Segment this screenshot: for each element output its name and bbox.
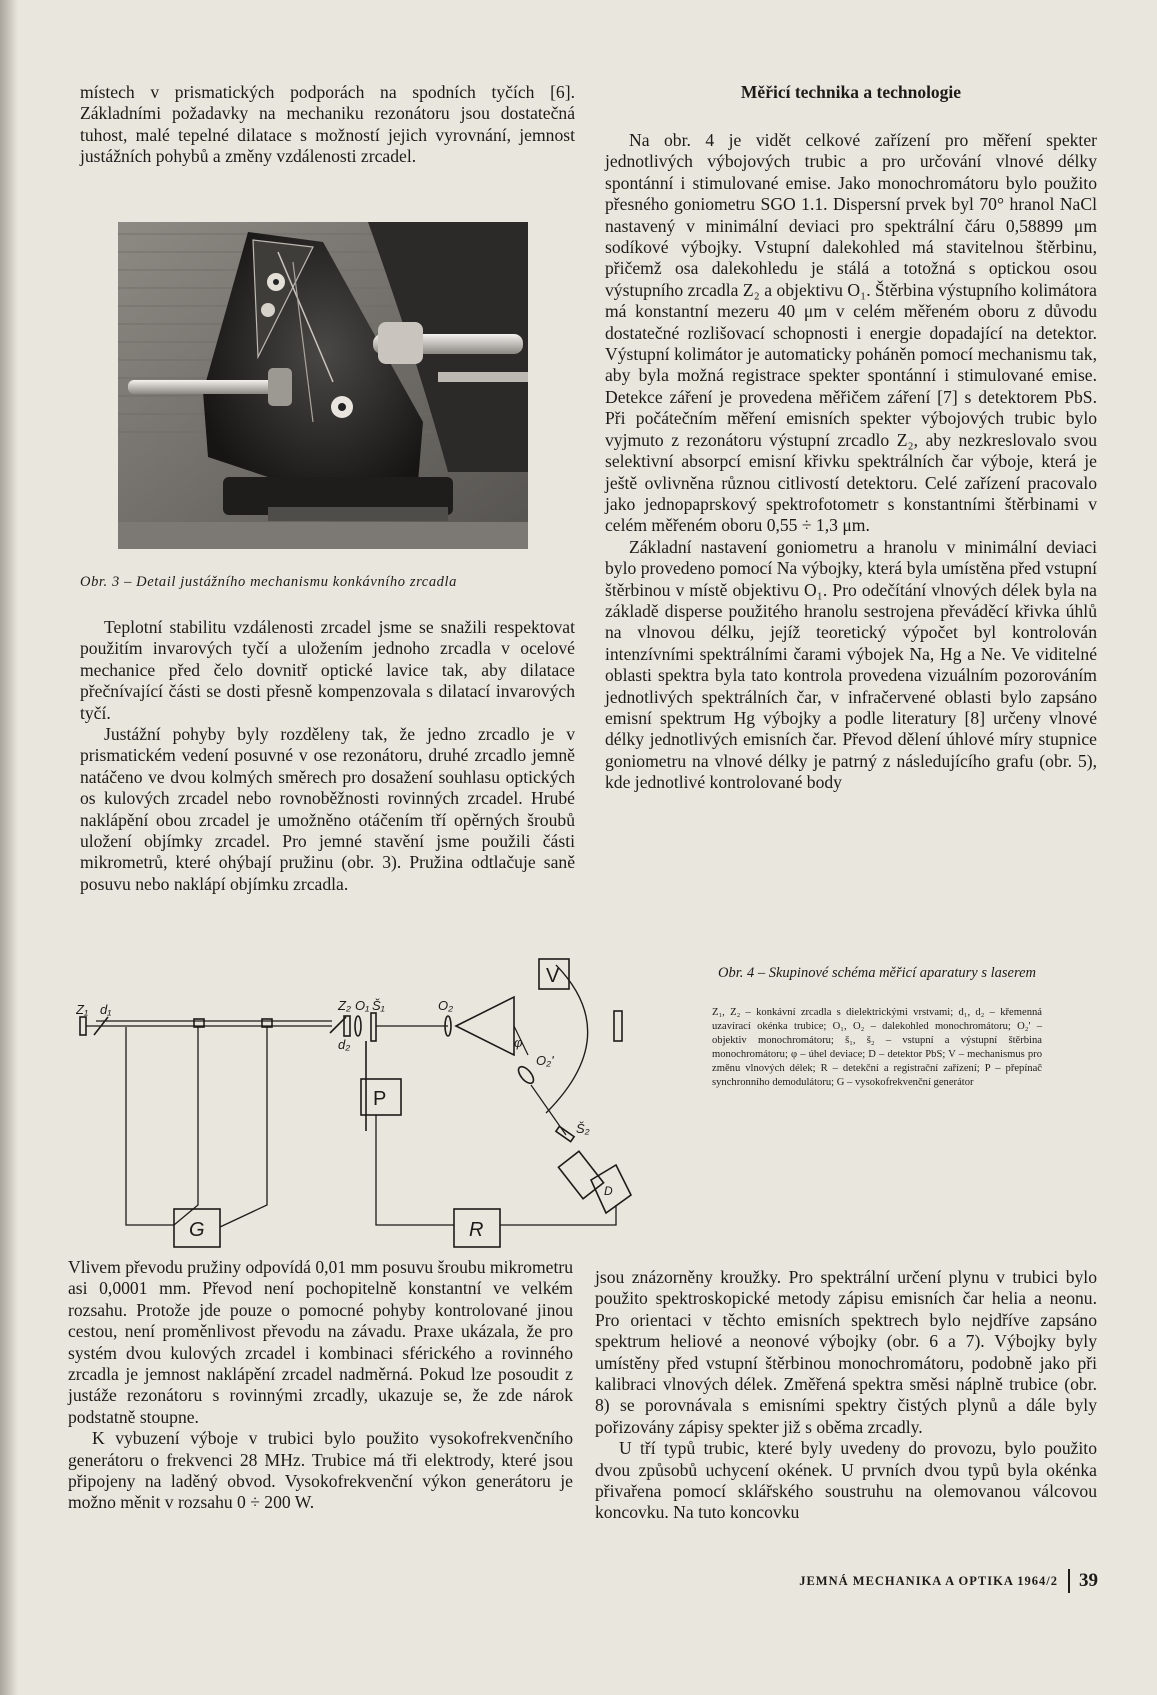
paragraph: Základní nastavení goniometru a hranolu v minimální deviaci bylo provedeno pomocí Na výbojky, která byla umístěna před vstupní štěrbinou v místě objektivu O₁. Pro odečítání vlnových délek byla na základě disperse použitého hranolu sestrojena převáděcí křivka úhlů na vlnovou délku, jejíž teoretický výpočet byl kontrolován intenzívními spektrálními čarami výbojek Na, Hg a Ne. Ve viditelné oblasti spektra byla tato kontrola provedena vizuálním pozorováním jednotlivých spektrálních čar, v infračervené oblasti bylo zapsáno emisní spektrum Hg výbojky a podle literatury [8] určeny vlnové délky jednotlivých emisních čar. Převod dělení úhlové míry stupnice goniometru na vlnové délky je patrný z následujícího grafu (obr. 5), kde jednotlivé kontrolované body <box>605 536 1097 793</box>
lens-o1 <box>355 1016 361 1036</box>
paragraph: jsou znázorněny kroužky. Pro spektrální určení plynu v trubici bylo použito spektroskopické metody zápisu emisních čar helia a neonu. Pro orientaci v těchto emisních spektrech bylo nejdříve zapsáno spektrum heliové a neonové výbojky (obr. 6 a 7). Výbojky byly umístěny před vstupní štěrbinou monochromátoru, podobně jako při kalibraci vlnových délek. Změřená spektra směsi náplně trubice (obr. 8) se porovnávala s emisními spektry čistých plynů a dále byly pořizovány zápisy spekter již s oběma zrcadly. <box>595 1267 1097 1437</box>
lens-o2-prime <box>516 1064 537 1086</box>
paragraph: Na obr. 4 je vidět celkové zařízení pro měření spekter jednotlivých výbojových trubic a pro určování vlnové délky spontánní i stimulované emise. Jako monochromátoru bylo použito přesného goniometru SGO 1.1. Dispersní prvek byl 70° hranol NaCl nastavený v minimální deviaci pro spektrální čáru 0,58899 μm sodíkové výbojky. Vstupní dalekohled má stavitelnou štěrbinu, přičemž osa dalekohledu je stálá a totožná s optickou osou výstupního zrcadla Z₂ a objektivu O₁. Štěrbina výstupního kolimátora má konstantní mezeru 40 μm v celém měřeném oboru z důvodu dostatečné rozlišovací schopnosti i energie dopadající na detektor. Výstupní kolimátor je automaticky poháněn pomocí mechanismu tak, aby byla možná registrace spekter spontánní i stimulované emise. Detekce záření je provedena měřičem záření [7] s detektorem PbS. Při počátečním měření emisních spekter výbojových trubic bylo vyjmuto z rezonátoru výstupní zrcadlo Z₂, aby nezkreslovalo svou selektivní absorpcí emisní křivku spektrálních čar výboje, která je ještě ovlivněna různou citlivostí detektoru. Celé zařízení pracovalo jako jednopaprskový spektrofotometr s konstantními štěrbinami v celém měřeném oboru 0,55 ÷ 1,3 μm. <box>605 130 1097 536</box>
wire-g-right <box>220 1027 267 1227</box>
paragraph: U tří typů trubic, které byly uvedeny do provozu, bylo použito dvou způsobů uchycení okének. U prvních dvou typů byla okénka přivařena pomocí sklářského soustruhu na olemovanou válcovou koncovku. Na tuto koncovku <box>595 1438 1097 1523</box>
figure-4-schematic <box>76 955 716 1255</box>
label-o1: O₁ <box>355 998 370 1013</box>
page-footer <box>778 1567 1098 1595</box>
mirror-z1 <box>80 1017 86 1035</box>
mechanism-photo-illustration <box>118 222 528 549</box>
page-edge-shadow <box>0 0 18 1695</box>
label-p: P <box>373 1088 387 1110</box>
prism-nacl <box>456 997 514 1055</box>
footer-divider <box>1068 1569 1070 1593</box>
figure-4-caption: Obr. 4 – Skupinové schéma měřicí aparatury s laserem <box>717 965 1036 981</box>
label-v: V <box>546 965 560 987</box>
paragraph: místech v prismatických podporách na spodních tyčích [6]. Základními požadavky na mechaniku rezonátoru jsou dostatečná tuhost, malé tepelné dilatace s možností jejich vyrovnání, jemnost justážních pohybů a změny vzdálenosti zrcadel. <box>80 82 575 167</box>
page-number: 39 <box>1079 1570 1098 1591</box>
wire-p-r <box>376 1115 454 1225</box>
paragraph: Vlivem převodu pružiny odpovídá 0,01 mm posuvu šroubu mikrometru asi 0,0001 mm. Převod není pochopitelně konstantní ve velkém rozsahu. Protože jde pouze o pomocné pohyby kontrolované jinou cestou, není proměnlivost převodu na závadu. Praxe ukázala, že pro systém dvou kulových zrcadel i kombinaci sférického a rovinného zrcadla je jemnost naklápění zrcadel nadměrná. Pokud lze posoudit z justáže rezonátoru s rovinnými zrcadly, ukazuje se, že zde nárok podstatně stoupne. <box>68 1257 573 1427</box>
label-o2: O₂ <box>438 998 454 1013</box>
journal-title: JEMNÁ MECHANIKA A OPTIKA 1964/2 <box>799 1573 1058 1588</box>
wire-g-left <box>126 1027 198 1225</box>
label-s2: Š₂ <box>576 1121 590 1136</box>
mechanism-shaft <box>614 1011 622 1041</box>
label-phi: φ <box>514 1035 523 1050</box>
label-d2: d₂ <box>338 1037 351 1052</box>
slit-s1 <box>371 1013 376 1041</box>
label-d: D <box>604 1184 613 1198</box>
figure-3-photo <box>118 222 528 549</box>
paragraph: Justážní pohyby byly rozděleny tak, že jedno zrcadlo je v prismatickém vedení posuvné v ose rezonátoru, druhé zrcadlo jemně natáčeno ve dvou kolmých směrech pro dosažení souhlasu optických os kulových zrcadel nebo rovnoběžnosti rovinných zrcadel. Hrubé naklápění obou zrcadel je umožněno otáčením tří opěrných šroubů uložení objímky zrcadel. Pro jemné stavění jsme použili části mikrometrů, které ohýbají pružinu (obr. 3). Pružina odtlačuje saně posuvu nebo naklápí objímku zrcadla. <box>80 724 575 894</box>
paragraph: Teplotní stabilitu vzdálenosti zrcadel jsme se snažili respektovat použitím invarových tyčí a uložením jednoho zrcadla v ocelové mechanice před čelo dovnitř optické lavice tak, aby dilatace přečnívající části se dosti přesně kompenzovala s dilatací invarových tyčí. <box>80 617 575 723</box>
label-o2-prime: O₂' <box>536 1053 554 1068</box>
right-column-bottom <box>595 1267 1097 1524</box>
label-g: G <box>189 1219 205 1241</box>
section-heading: Měřicí technika a technologie <box>740 82 962 102</box>
left-column-bottom <box>68 1257 573 1514</box>
label-z1: Z₁ <box>76 1002 89 1017</box>
wire-r-d <box>500 1205 616 1225</box>
label-z2: Z₂ <box>338 998 351 1013</box>
figure-3-caption: Obr. 3 – Detail justážního mechanismu konkávního zrcadla <box>80 574 458 590</box>
right-column-top <box>605 130 1097 794</box>
label-d1: d₁ <box>100 1002 112 1017</box>
label-s1: Š₁ <box>372 998 385 1013</box>
label-r: R <box>469 1219 484 1241</box>
figure-4-legend: Z₁, Z₂ – konkávní zrcadla s dielektrickými vrstvami; d₁, d₂ – křemenná uzavírací okénka trubice; O₁, O₂ – dalekohled monochromátoru; O₂' – objektiv monochromátoru; š₁, š₂ – vstupní a výstupní štěrbina monochromátoru; φ – úhel deviace; D – detektor PbS; V – mechanismus pro změnu vlnových délek; R – detekční a registrační zařízení; P – přepínač synchronního demodulátoru; G – vysokofrekvenční generátor <box>712 1007 1042 1088</box>
rotation-arc <box>546 965 588 1113</box>
paragraph: K vybuzení výboje v trubici bylo použito vysokofrekvenčního generátoru o frekvenci 28 MHz. Trubice má tři elektrody, které jsou připojeny na laděný obvod. Vysokofrekvenční výkon generátoru je možno měnit v rozsahu 0 ÷ 200 W. <box>68 1428 573 1513</box>
left-column-middle <box>80 617 575 895</box>
left-column-top <box>80 82 575 168</box>
